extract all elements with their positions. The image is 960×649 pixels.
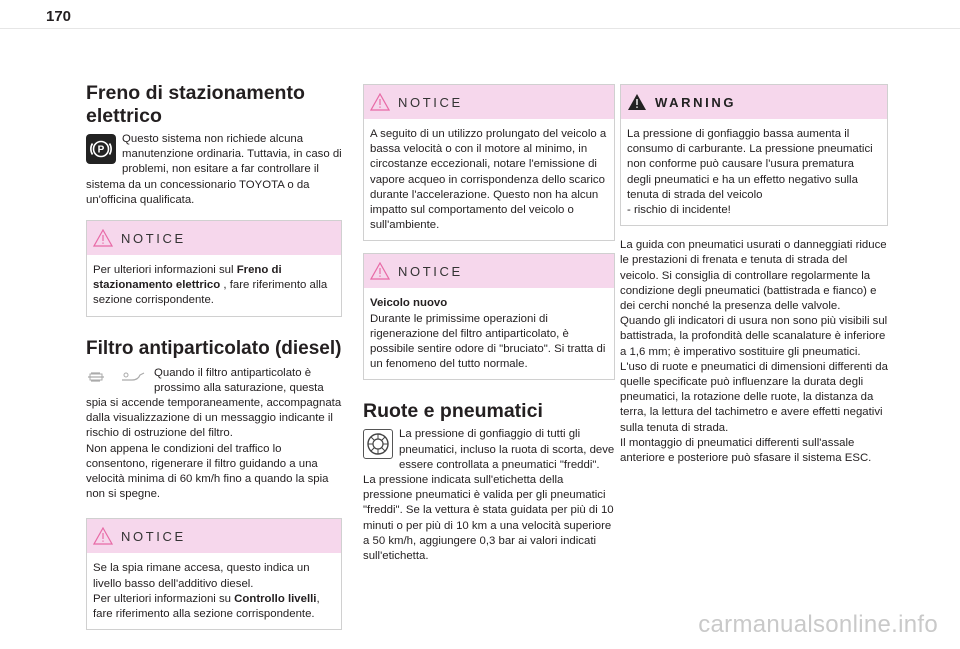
warning-text-2: - rischio di incidente! — [627, 204, 731, 217]
dpf-text-1: Quando il filtro antiparticolato è prossimo alla saturazione, questa spia si accende temporaneamente, accompagnata dalla visualizzazione di un messaggio indicante il rischio di ostruzione del filtro. — [86, 366, 342, 440]
notice-header — [87, 519, 341, 553]
notice-header — [364, 85, 614, 119]
column-2 — [363, 82, 615, 564]
column-3 — [620, 82, 888, 466]
tyre-condition-paragraphs — [620, 238, 888, 466]
watermark: carmanualsonline.info — [698, 611, 938, 638]
parking-brake-title-line1: Freno di stazionamento — [86, 82, 305, 104]
tyres-text-1: La pressione di gonfiaggio di tutti gli pneumatici, incluso la ruota di scorta, deve essere controllata a pneumatici "freddi". — [399, 428, 615, 471]
warning-text: La pressione di gonfiaggio bassa aumenta il consumo di carburante. La pressione pneumatici non conforme può causare l'usura prematura degli pneumatici e ha un effetto negativo sulla tenuta di strada del veicolo — [627, 128, 873, 201]
notice-title: NOTICE — [398, 263, 463, 279]
notice-triangle-icon — [370, 262, 390, 280]
warning-box — [620, 84, 888, 226]
notice-body — [87, 553, 341, 629]
notice-bold-ref: Controllo livelli — [234, 592, 317, 605]
notice-body: A seguito di un utilizzo prolungato del veicolo a bassa velocità o con il motore al minimo, in circostanze eccezionali, notare l'emissione di vapore acqueo in corrispondenza dello scarico durante l'accelerazione. Questo non ha alcun impatto sul comportamento del veicolo o sull'ambiente. — [370, 128, 607, 232]
parking-brake-title-line2: elettrico — [86, 105, 162, 127]
notice-bold-ref: Freno di stazionamento elettrico — [93, 264, 282, 292]
tyre-icon — [363, 429, 393, 459]
notice-triangle-icon — [93, 527, 113, 545]
dpf-paragraph — [86, 366, 342, 503]
notice-box-new-vehicle — [363, 253, 615, 380]
notice-body — [87, 255, 341, 316]
dpf-warning-icon — [86, 368, 148, 386]
notice-subheading: Veicolo nuovo — [370, 297, 448, 310]
notice-box-additive — [86, 518, 342, 630]
paragraph-1: La guida con pneumatici usurati o danneggiati riduce le prestazioni di frenata e tenuta di strada del veicolo. Si consiglia di controllare regolarmente la condizione degli pneumatici (battistrada e fianco) e dei cerchi nonché la presenza delle valvole. — [620, 239, 887, 313]
warning-triangle-icon — [627, 93, 647, 111]
paragraph-3: L'uso di ruote e pneumatici di dimensioni differenti da quelle specificate può influenzare la durata degli pneumatici, la rotazione delle ruote, la distanza da terra, la lettura del tachimetro e avere effetti negativi sulla tenuta di strada. — [620, 360, 888, 434]
notice-header — [364, 254, 614, 288]
notice-text-2: Per ulteriori informazioni su — [93, 592, 235, 605]
parking-brake-icon — [86, 134, 116, 164]
page-number: 170 — [46, 8, 72, 25]
parking-brake-text: Questo sistema non richiede alcuna manutenzione ordinaria. Tuttavia, in caso di problemi, non esitare a far controllare il sistema da un concessionario TOYOTA o da un'officina qualificata. — [86, 133, 342, 206]
notice-box-parking — [86, 220, 342, 317]
parking-brake-title — [86, 82, 342, 128]
notice-title: NOTICE — [121, 528, 186, 544]
tyres-text-2: La pressione indicata sull'etichetta della pressione pneumatici è valida per gli pneumatici "freddi". Se la vettura è stata guidata per più di 10 minuti o per più di 10 km a una velocità superiore a 50 km/h, aggiungere 0,3 bar ai valori indicati sull'etichetta. — [363, 474, 614, 563]
paragraph-4: Il montaggio di pneumatici differenti sull'assale anteriore e posteriore può sfasare il sistema ESC. — [620, 436, 872, 465]
notice-header — [87, 221, 341, 255]
notice-box-vapour — [363, 84, 615, 241]
notice-title: NOTICE — [398, 94, 463, 110]
svg-text:P: P — [97, 144, 105, 156]
notice-text: Se la spia rimane accesa, questo indica un livello basso dell'additivo diesel. — [93, 562, 310, 590]
notice-triangle-icon — [370, 93, 390, 111]
notice-text-end: , fare riferimento alla sezione corrispondente. — [93, 592, 320, 621]
paragraph-2: Quando gli indicatori di usura non sono più visibili sul battistrada, la profondità delle scanalature è inferiore a 1,6 mm; è imperativo sostituire gli pneumatici. — [620, 315, 888, 358]
dpf-text-2: Non appena le condizioni del traffico lo consentono, rigenerare il filtro guidando a una velocità minima di 60 km/h fino a quando la spia non si spegne. — [86, 442, 329, 501]
header-divider — [0, 28, 960, 29]
notice-text: Durante le primissime operazioni di rigenerazione del filtro antiparticolato, è possibile sentire odore di "bruciato". Si tratta di un fenomeno del tutto normale. — [370, 312, 606, 371]
warning-title: WARNING — [655, 94, 737, 110]
warning-header — [621, 85, 887, 119]
parking-brake-paragraph — [86, 132, 342, 208]
column-1 — [86, 82, 342, 630]
warning-body — [621, 119, 887, 225]
tyres-paragraph — [363, 427, 615, 564]
notice-text-end: , fare riferimento alla sezione corrispondente. — [93, 279, 328, 307]
notice-text: Per ulteriori informazioni sul — [93, 264, 237, 277]
tyres-title: Ruote e pneumatici — [363, 400, 543, 423]
notice-title: NOTICE — [121, 230, 186, 246]
dpf-title: Filtro antiparticolato (diesel) — [86, 337, 342, 359]
notice-body — [364, 288, 614, 379]
notice-triangle-icon — [93, 229, 113, 247]
